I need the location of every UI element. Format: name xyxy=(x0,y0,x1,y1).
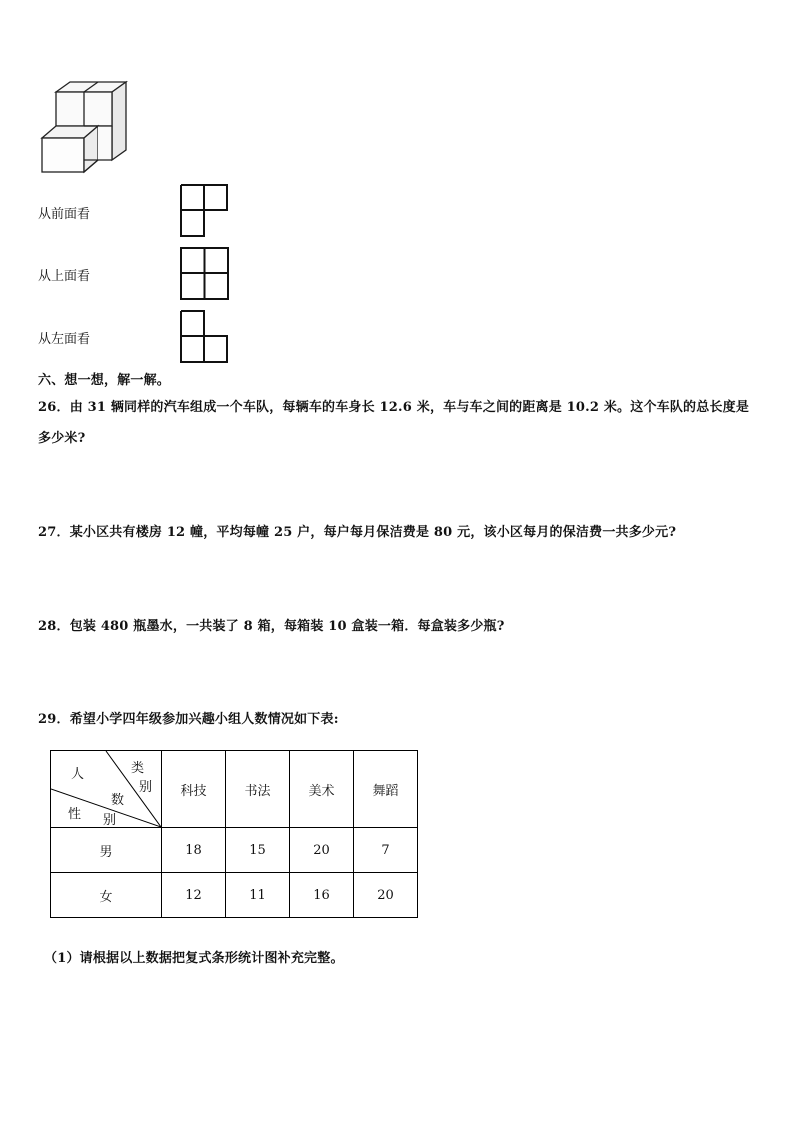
column-header: 书法 xyxy=(226,751,290,828)
left-view-label: 从左面看 xyxy=(38,332,91,347)
table-cell: 15 xyxy=(226,828,290,873)
front-view-grid xyxy=(180,184,230,238)
header-bie-bottom: 别 xyxy=(103,813,117,828)
row-label: 女 xyxy=(51,873,162,918)
header-bie-top: 别 xyxy=(139,780,153,795)
header-xing: 性 xyxy=(68,807,82,822)
question-27: 27．某小区共有楼房 12 幢，平均每幢 25 户，每户每月保洁费是 80 元，该小区每月的保洁费一共多少元? xyxy=(38,525,677,540)
table-cell: 20 xyxy=(290,828,354,873)
question-29-sub1: （1）请根据以上数据把复式条形统计图补充完整。 xyxy=(44,951,344,966)
table-header-row xyxy=(51,751,418,828)
table-cell: 18 xyxy=(162,828,226,873)
column-header: 美术 xyxy=(290,751,354,828)
row-label: 男 xyxy=(51,828,162,873)
table-cell: 7 xyxy=(354,828,418,873)
table-row xyxy=(51,828,418,873)
header-lei: 类 xyxy=(131,761,145,776)
section-title: 六、想一想，解一解。 xyxy=(38,373,171,388)
top-view-label: 从上面看 xyxy=(38,269,91,284)
top-view-grid xyxy=(180,247,230,301)
table-cell: 16 xyxy=(290,873,354,918)
header-ren: 人 xyxy=(71,767,85,782)
column-header: 舞蹈 xyxy=(354,751,418,828)
front-view-label: 从前面看 xyxy=(38,207,91,222)
question-29: 29．希望小学四年级参加兴趣小组人数情况如下表: xyxy=(38,712,339,727)
table-diagonal-header xyxy=(51,751,162,828)
cube-solid-figure xyxy=(38,80,134,176)
column-header: 科技 xyxy=(162,751,226,828)
question-26-line2: 多少米? xyxy=(38,431,86,446)
table-cell: 12 xyxy=(162,873,226,918)
table-cell: 20 xyxy=(354,873,418,918)
interest-group-table xyxy=(50,750,418,918)
header-shu: 数 xyxy=(111,793,125,808)
left-view-grid xyxy=(180,310,230,364)
table-row xyxy=(51,873,418,918)
question-26-line1: 26．由 31 辆同样的汽车组成一个车队，每辆车的车身长 12.6 米，车与车之间的距离是 10.2 米。这个车队的总长度是 xyxy=(38,400,750,415)
question-28: 28．包装 480 瓶墨水，一共装了 8 箱，每箱装 10 盒装一箱．每盒装多少瓶? xyxy=(38,619,505,634)
table-cell: 11 xyxy=(226,873,290,918)
